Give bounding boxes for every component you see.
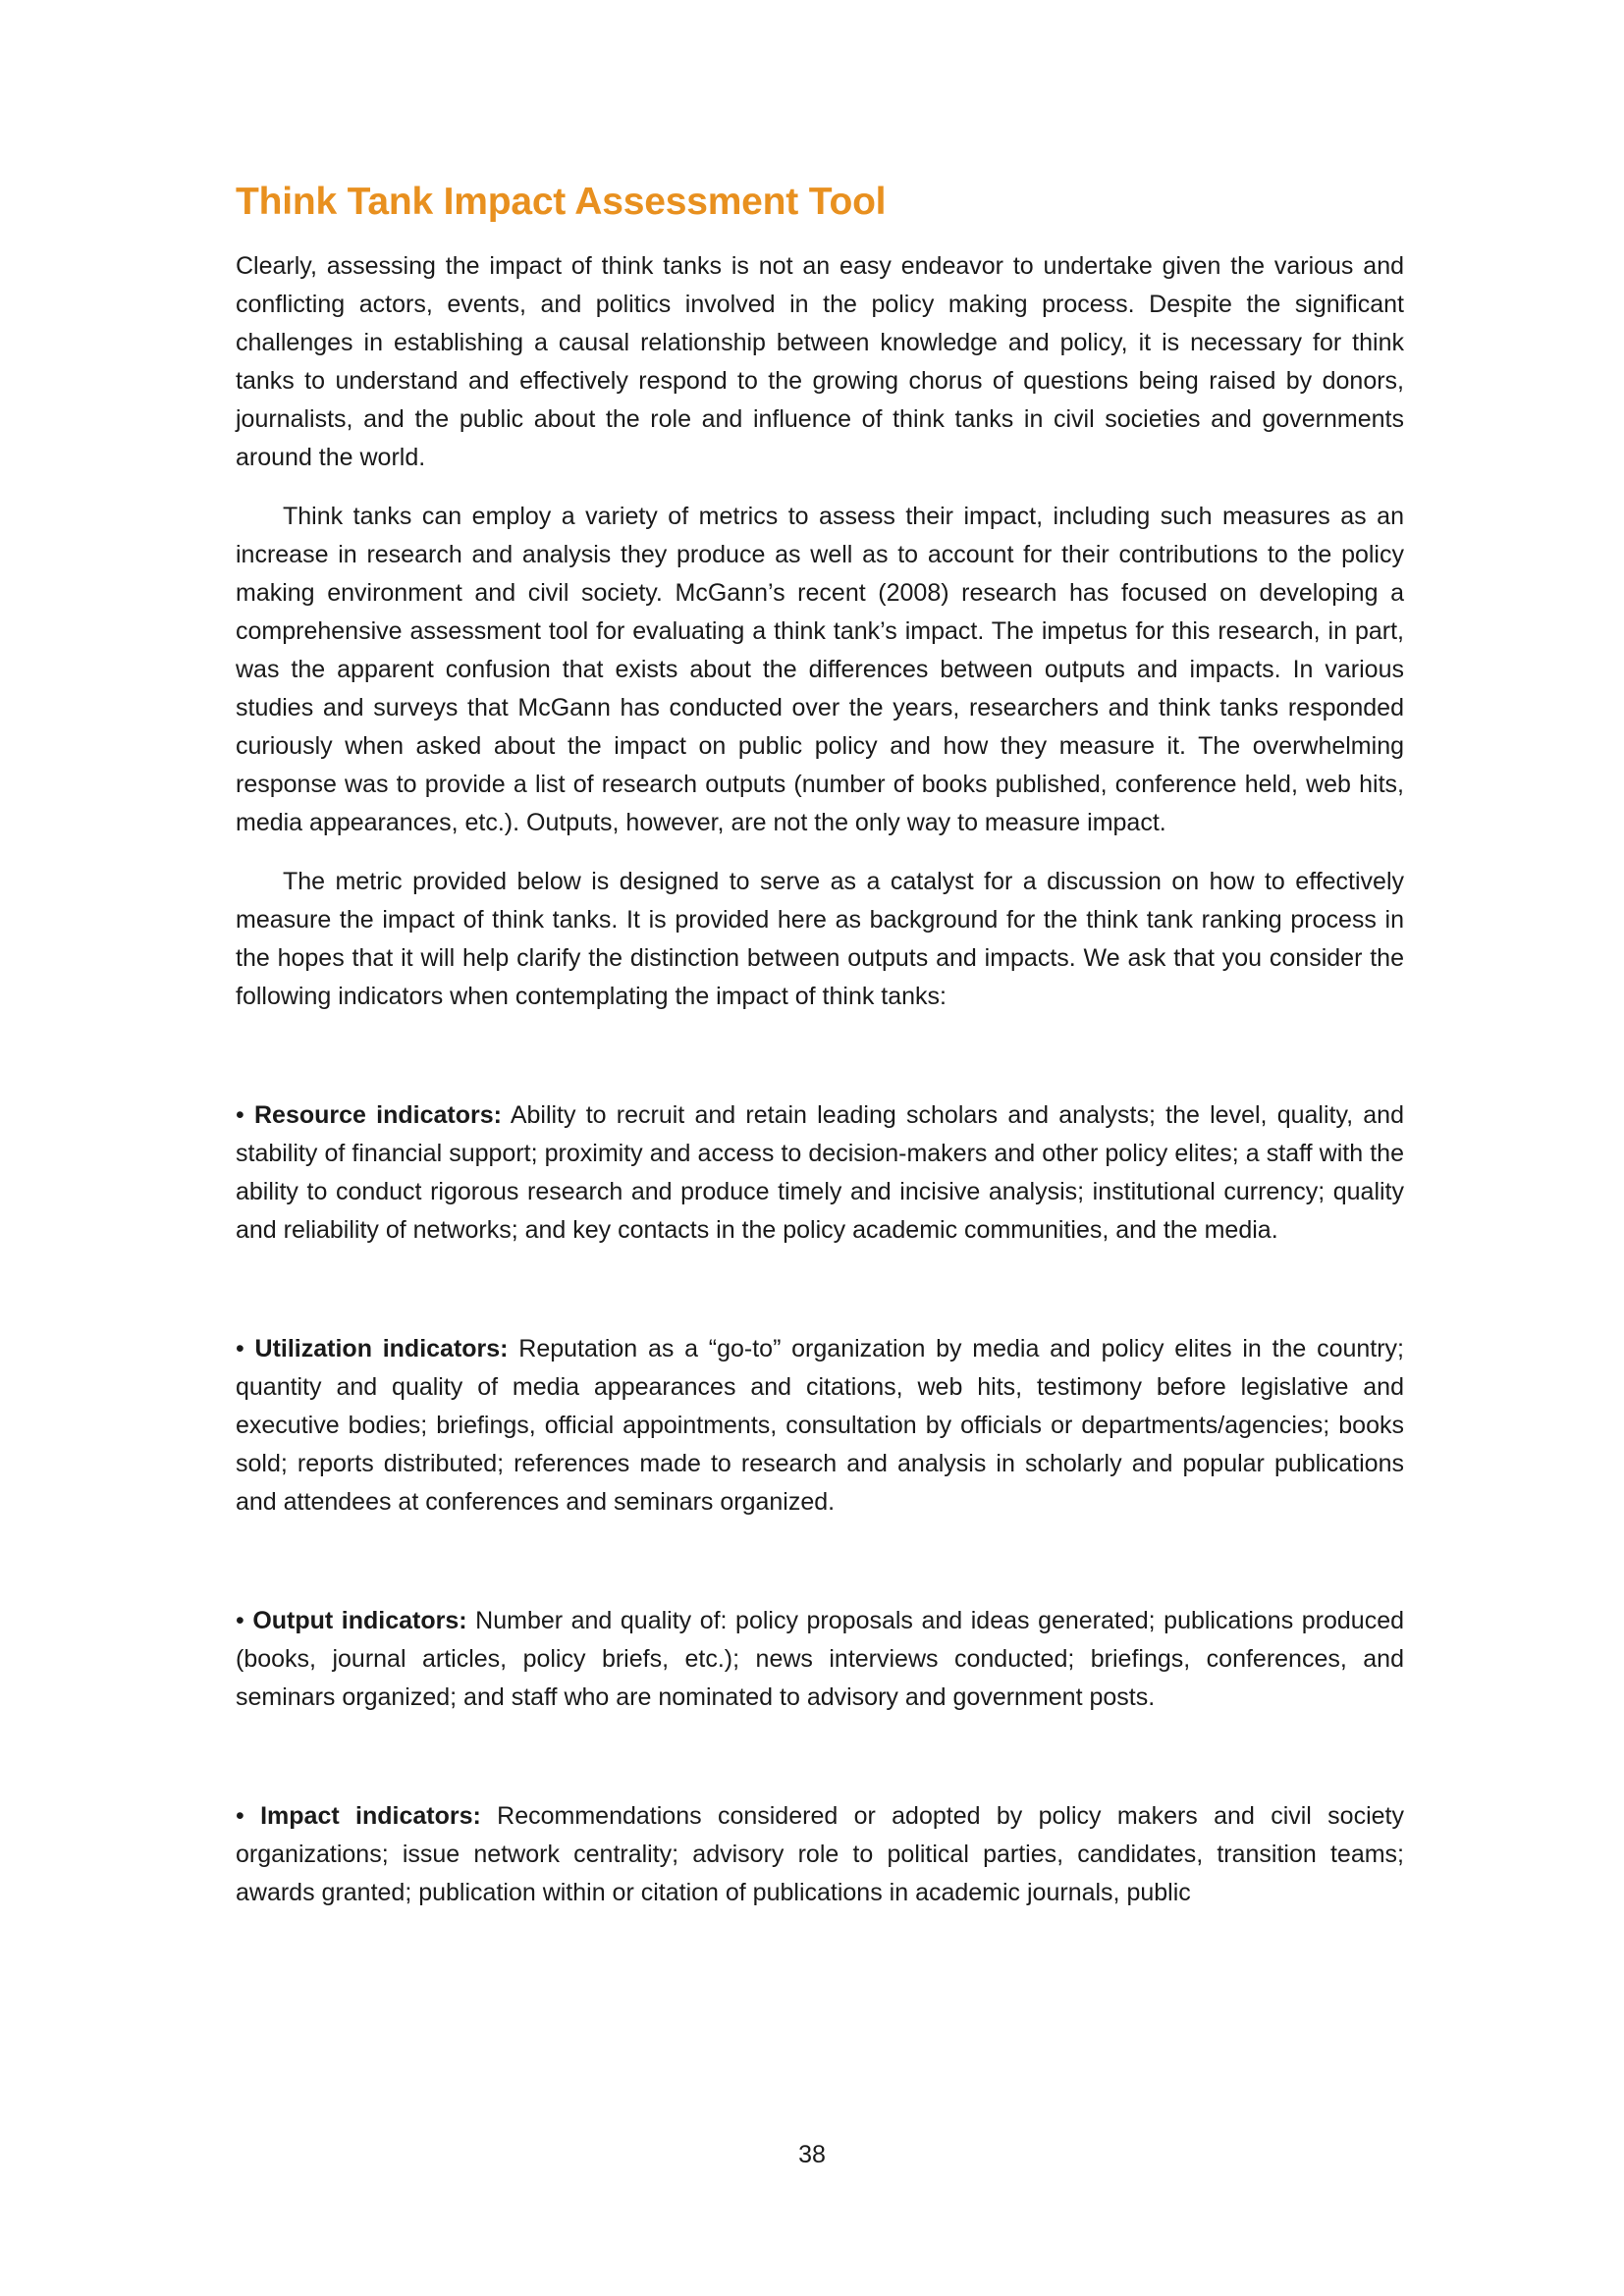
bullet-symbol: •	[236, 1101, 244, 1129]
bullet-impact-indicators	[236, 1797, 1404, 1912]
bullet-symbol: •	[236, 1802, 244, 1830]
bullet-output-indicators	[236, 1602, 1404, 1717]
paragraph-3: The metric provided below is designed to serve as a catalyst for a discussion on how to effectively measure the impact of think tanks. It is provided here as background for the think tank ranking process in the hopes that it will help clarify the distinction between outputs and impacts. We ask that you consider the following indicators when contemplating the impact of think tanks:	[236, 868, 1404, 1010]
bullet-resource-indicators	[236, 1096, 1404, 1250]
bullet-symbol: •	[236, 1335, 244, 1362]
bullet-text: Ability to recruit and retain leading scholars and analysts; the level, quality, and stability of financial support; proximity and access to decision-makers and other policy elites; a staff with the ability to conduct rigorous research and produce timely and incisive analysis; institutional currency; quality and reliability of networks; and key contacts in the policy academic communities, and the media.	[236, 1101, 1404, 1244]
bullet-utilization-indicators	[236, 1330, 1404, 1522]
page-content	[236, 175, 1404, 1912]
paragraph-2: Think tanks can employ a variety of metrics to assess their impact, including such measures as an increase in research and analysis they produce as well as to account for their contributions to the policy making environment and civil society. McGann’s recent (2008) research has focused on developing a comprehensive assessment tool for evaluating a think tank’s impact. The impetus for this research, in part, was the apparent confusion that exists about the differences between outputs and impacts. In various studies and surveys that McGann has conducted over the years, researchers and think tanks responded curiously when asked about the impact on public policy and how they measure it. The overwhelming response was to provide a list of research outputs (number of books published, conference held, web hits, media appearances, etc.). Outputs, however, are not the only way to measure impact.	[236, 503, 1404, 836]
bullet-text: Reputation as a “go-to” organization by media and policy elites in the country; quantity and quality of media appearances and citations, web hits, testimony before legislative and executive bodies; briefings, official appointments, consultation by officials or departments/agencies; books sold; reports distributed; references made to research and analysis in scholarly and popular publications and attendees at conferences and seminars organized.	[236, 1335, 1404, 1516]
bullet-term: Output indicators:	[252, 1607, 467, 1634]
bullet-text: Recommendations considered or adopted by policy makers and civil society organizations; issue network centrality; advisory role to political parties, candidates, transition teams; awards granted; publication within or citation of publications in academic journals, public	[236, 1802, 1404, 1906]
paragraph-1: Clearly, assessing the impact of think tanks is not an easy endeavor to undertake given the various and conflicting actors, events, and politics involved in the policy making process. Despite the significant challenges in establishing a causal relationship between knowledge and policy, it is necessary for think tanks to understand and effectively respond to the growing chorus of questions being raised by donors, journalists, and the public about the role and influence of think tanks in civil societies and governments around the world.	[236, 252, 1404, 471]
bullet-term: Utilization indicators:	[254, 1335, 509, 1362]
bullet-text: Number and quality of: policy proposals and ideas generated; publications produced (books, journal articles, policy briefs, etc.); news interviews conducted; briefings, conferences, and seminars organized; and staff who are nominated to advisory and government posts.	[236, 1607, 1404, 1711]
bullet-term: Impact indicators:	[260, 1802, 481, 1830]
bullet-term: Resource indicators:	[254, 1101, 502, 1129]
page-title: Think Tank Impact Assessment Tool	[236, 181, 887, 223]
bullet-symbol: •	[236, 1607, 244, 1634]
page-number: 38	[798, 2141, 826, 2168]
